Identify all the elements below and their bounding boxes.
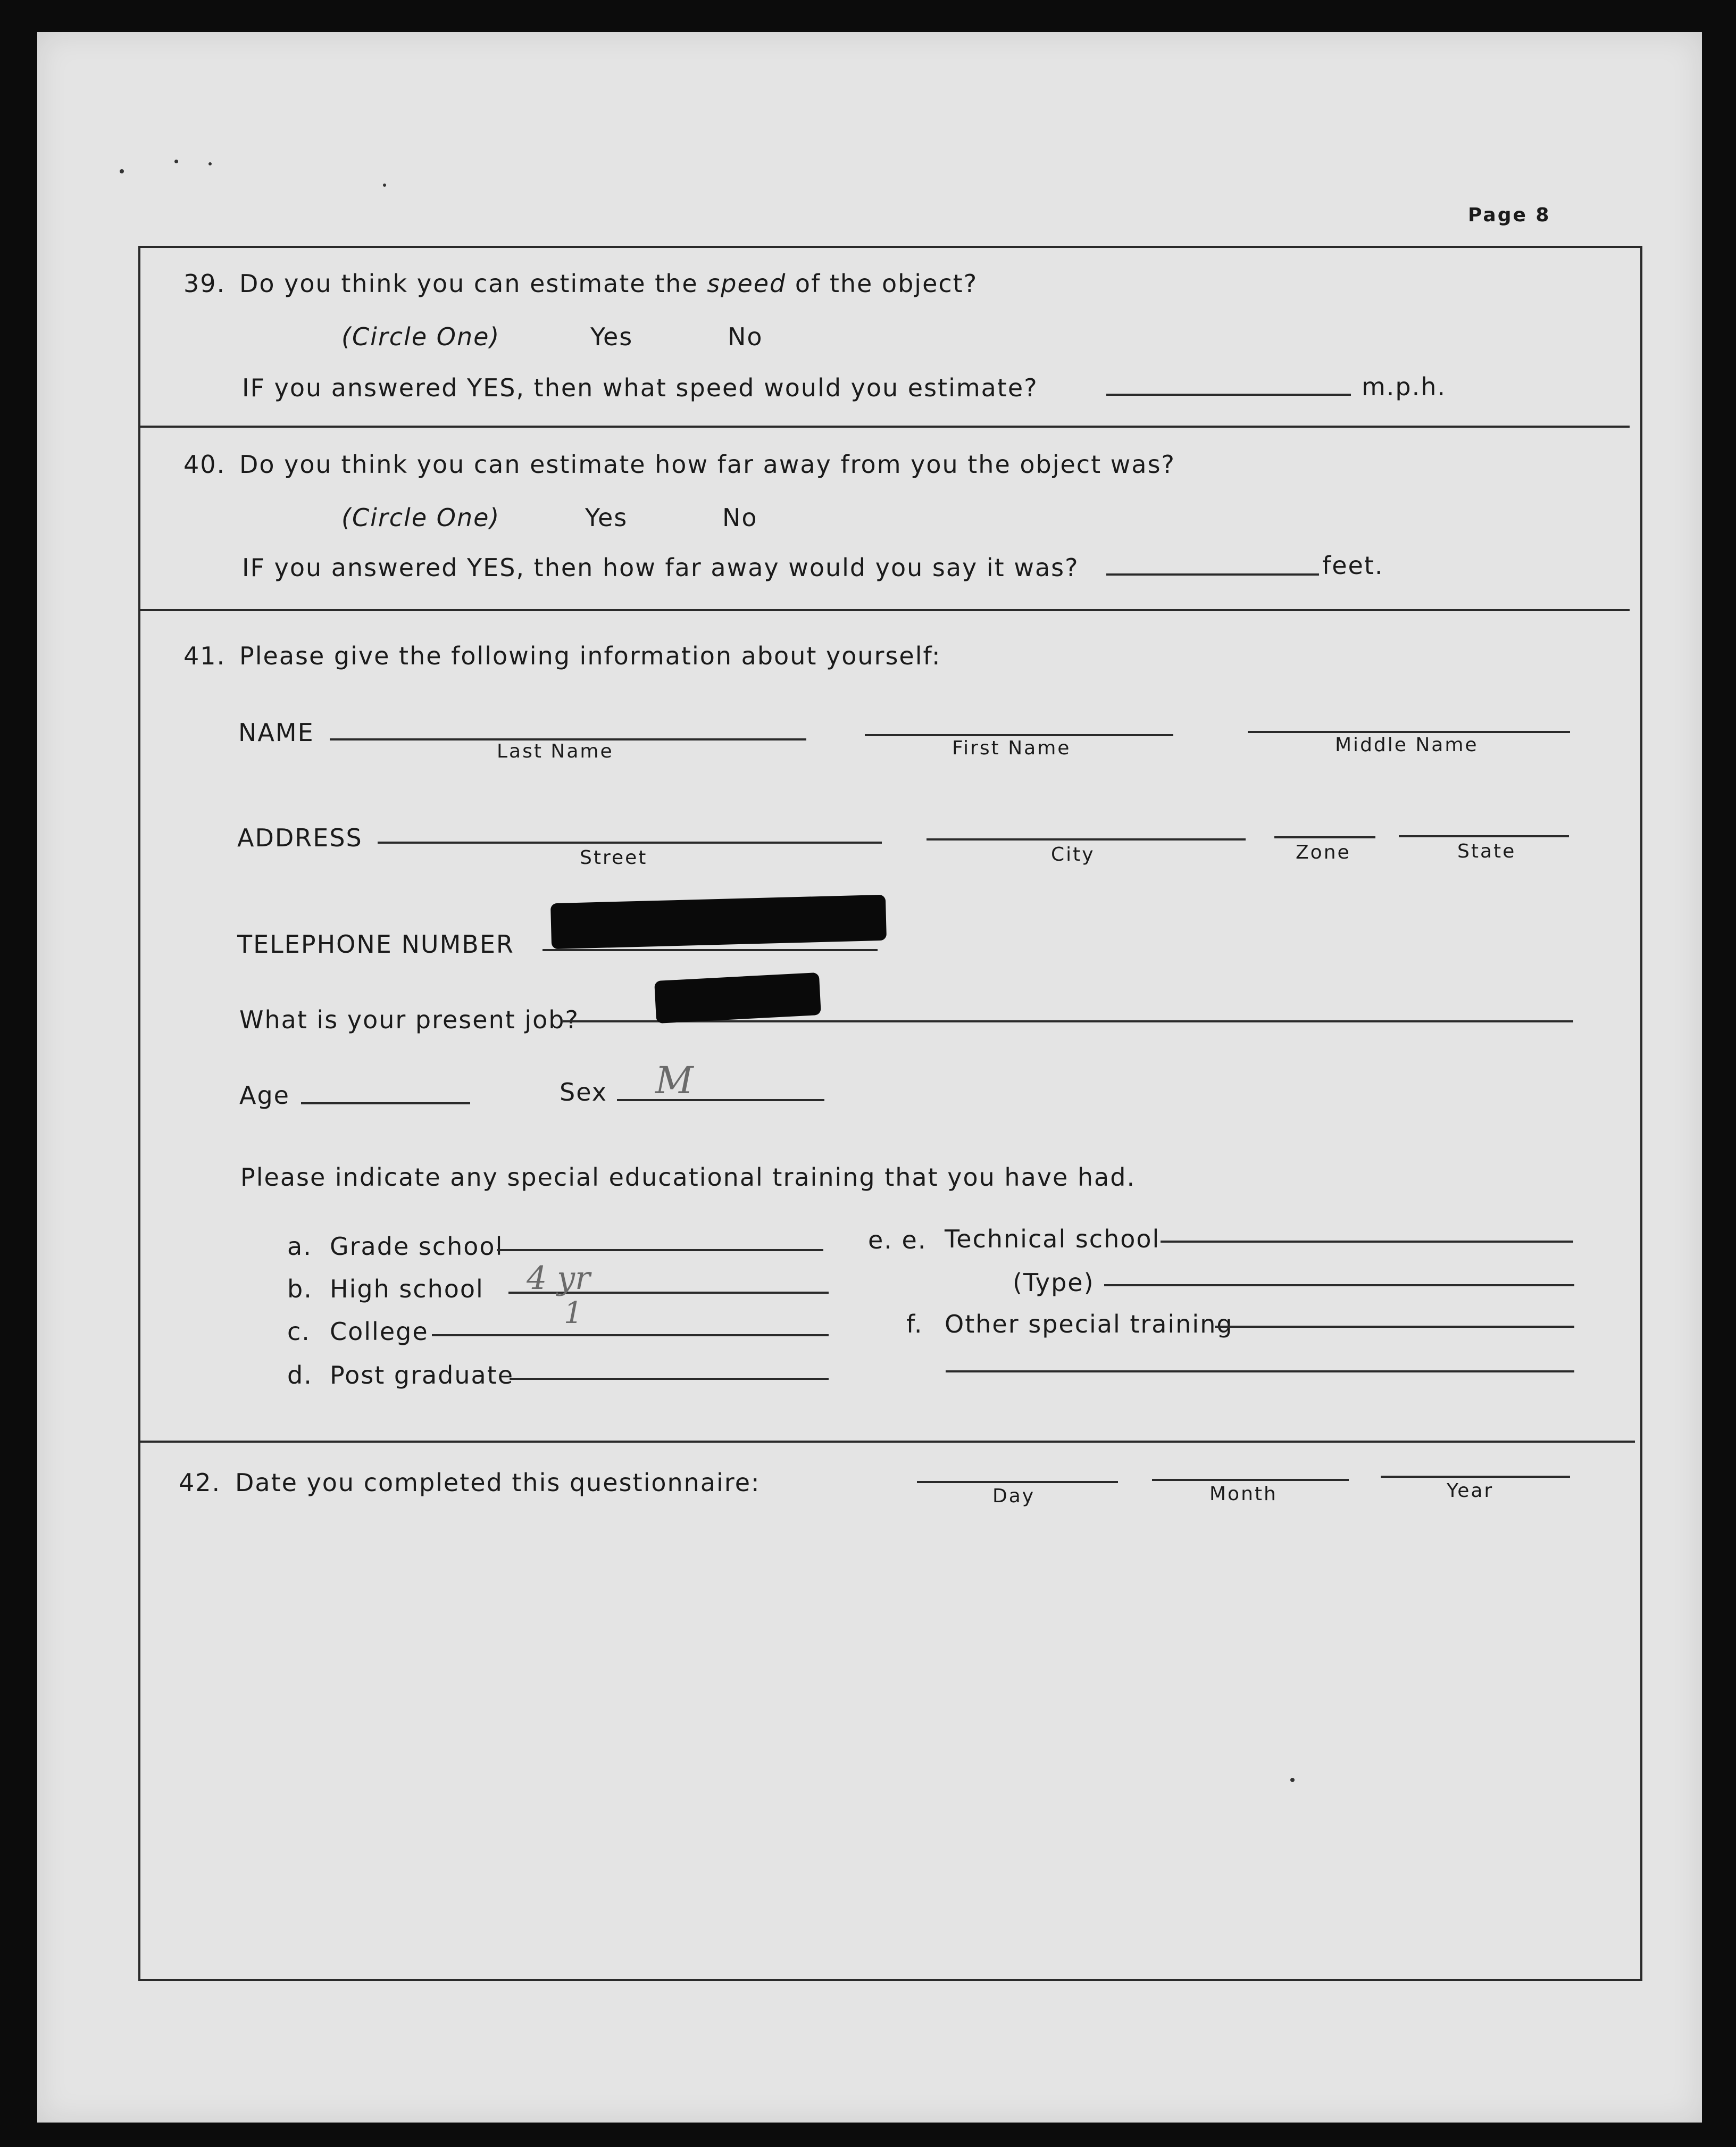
- address-label: ADDRESS: [237, 823, 363, 852]
- scan-speck: [208, 162, 212, 165]
- technical-school-field[interactable]: [1161, 1241, 1573, 1243]
- other-training-field[interactable]: [1215, 1326, 1574, 1328]
- grade-school-field[interactable]: [497, 1249, 823, 1251]
- question-text-pre: Do you think you can estimate the: [239, 269, 698, 298]
- technical-type-field[interactable]: [1104, 1284, 1574, 1286]
- age-field[interactable]: [301, 1102, 470, 1104]
- edu-f-label: Other special training: [945, 1310, 1233, 1338]
- year-caption: Year: [1447, 1480, 1494, 1502]
- question-text-emphasis: speed: [707, 269, 787, 298]
- followup-text: IF you answered YES, then what speed would you estimate?: [242, 373, 1038, 402]
- other-training-field-line2[interactable]: [946, 1370, 1574, 1372]
- first-name-field[interactable]: [865, 734, 1173, 736]
- question-number: 39.: [183, 269, 226, 298]
- scan-speck: [174, 160, 178, 163]
- edu-e-letter: e. e.: [868, 1226, 927, 1254]
- question-number: 41.: [183, 642, 226, 670]
- street-field[interactable]: [378, 842, 882, 844]
- year-field[interactable]: [1381, 1476, 1570, 1478]
- speed-unit: m.p.h.: [1362, 372, 1447, 401]
- option-yes[interactable]: Yes: [585, 503, 628, 532]
- middle-name-caption: Middle Name: [1335, 734, 1479, 756]
- edu-f-letter: f.: [906, 1310, 923, 1338]
- post-graduate-field[interactable]: [510, 1378, 829, 1380]
- state-field[interactable]: [1399, 835, 1569, 837]
- question-text: Please give the following information about yourself:: [239, 642, 941, 670]
- speed-field[interactable]: [1106, 394, 1351, 396]
- question-number: 42.: [179, 1468, 221, 1497]
- day-caption: Day: [992, 1485, 1036, 1507]
- job-label: What is your present job?: [239, 1005, 579, 1034]
- type-label: (Type): [1013, 1268, 1095, 1297]
- middle-name-field[interactable]: [1248, 731, 1570, 733]
- edu-d-letter: d.: [287, 1361, 313, 1389]
- city-field[interactable]: [927, 838, 1246, 841]
- edu-b-label: High school: [330, 1275, 484, 1303]
- state-caption: State: [1457, 841, 1516, 862]
- scan-speck: [120, 169, 124, 173]
- street-caption: Street: [580, 847, 648, 869]
- edu-c-label: College: [330, 1317, 429, 1346]
- edu-d-label: Post graduate: [330, 1361, 514, 1389]
- telephone-field[interactable]: [542, 949, 878, 951]
- distance-field[interactable]: [1106, 573, 1319, 576]
- option-no[interactable]: No: [728, 322, 763, 351]
- section-divider: [140, 1441, 1635, 1443]
- education-intro: Please indicate any special educational training that you have had.: [240, 1163, 1136, 1192]
- page-number: Page 8: [1468, 204, 1551, 226]
- option-yes[interactable]: Yes: [590, 322, 633, 351]
- day-field[interactable]: [917, 1481, 1118, 1483]
- telephone-label: TELEPHONE NUMBER: [237, 930, 514, 959]
- high-school-handwritten-value: 4 yr: [527, 1260, 590, 1297]
- redaction-block: [550, 895, 887, 949]
- circle-one-label: (Circle One): [341, 503, 500, 532]
- job-field[interactable]: [563, 1020, 1573, 1022]
- distance-unit: feet.: [1322, 551, 1384, 580]
- name-label: NAME: [238, 718, 314, 747]
- last-name-caption: Last Name: [497, 740, 614, 762]
- edu-a-letter: a.: [287, 1232, 312, 1261]
- scan-border-left: [0, 0, 37, 2147]
- scan-border-bottom: [0, 2123, 1736, 2147]
- college-field[interactable]: [432, 1334, 829, 1336]
- zone-field[interactable]: [1274, 836, 1375, 838]
- sex-field[interactable]: [617, 1099, 824, 1101]
- sex-handwritten-value: M: [655, 1059, 694, 1102]
- question-text: Date you completed this questionnaire:: [235, 1468, 761, 1497]
- option-no[interactable]: No: [722, 503, 758, 532]
- age-label: Age: [239, 1081, 290, 1110]
- month-caption: Month: [1209, 1483, 1278, 1505]
- question-text: [239, 269, 978, 298]
- city-caption: City: [1051, 844, 1095, 866]
- scan-border-right: [1702, 0, 1736, 2147]
- edu-b-letter: b.: [287, 1275, 313, 1303]
- followup-text: IF you answered YES, then how far away would you say it was?: [242, 553, 1079, 582]
- scan-speck: [383, 184, 386, 187]
- zone-caption: Zone: [1296, 842, 1351, 863]
- month-field[interactable]: [1152, 1479, 1349, 1481]
- question-number: 40.: [183, 450, 226, 479]
- college-handwritten-value: 1: [564, 1296, 583, 1330]
- edu-c-letter: c.: [287, 1317, 311, 1346]
- edu-e-label: Technical school: [945, 1225, 1161, 1253]
- scan-border-top: [0, 0, 1736, 32]
- section-divider: [140, 426, 1630, 428]
- sex-label: Sex: [560, 1078, 607, 1106]
- section-divider: [140, 609, 1630, 611]
- edu-a-label: Grade school: [330, 1232, 504, 1261]
- first-name-caption: First Name: [952, 737, 1071, 759]
- question-text: Do you think you can estimate how far away from you the object was?: [239, 450, 1175, 479]
- question-text-post: of the object?: [795, 269, 978, 298]
- redaction-block: [654, 972, 821, 1023]
- circle-one-label: (Circle One): [341, 322, 500, 351]
